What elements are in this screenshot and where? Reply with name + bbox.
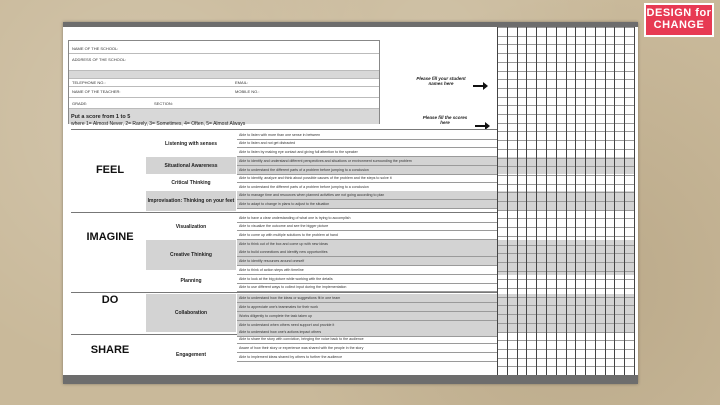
statement-row: Works diligently to complete the task taken up bbox=[237, 312, 497, 321]
sub-creative-thinking: Creative Thinking bbox=[146, 240, 236, 270]
statement-row: Able to build connections and identify new opportunities bbox=[237, 248, 497, 257]
score-cell-column[interactable] bbox=[605, 27, 606, 375]
statement-row: Aware of how their story or experience was shared with the people in the story bbox=[237, 344, 497, 353]
statement-row: Able to listen by making eye contact and giving full attention to the speaker bbox=[237, 148, 497, 157]
statement-row: Able to come up with multiple solutions to the problem at hand bbox=[237, 231, 497, 240]
school-name-label: NAME OF THE SCHOOL: bbox=[72, 46, 119, 51]
bottom-bar bbox=[63, 375, 638, 384]
statement-row: Able to visualize the outcome and see the bigger picture bbox=[237, 222, 497, 231]
instructions-scale: where 1= Almost Never, 2= Rarely, 3= Sometimes, 4= Often, 5= Almost Always bbox=[71, 121, 246, 127]
statement-row: Able to think of action steps with timeline bbox=[237, 266, 497, 275]
statement-row: Able to manage time and resources when planned activities are not going according to plan bbox=[237, 191, 497, 200]
statement-row: Able to understand when others need support and provide it bbox=[237, 321, 497, 330]
statement-row: Able to look at the big picture while working with the details bbox=[237, 275, 497, 284]
statement-row: Able to appreciate one's teammates for their work bbox=[237, 303, 497, 312]
statement-row: Able to implement ideas shared by others to further the audience bbox=[237, 353, 497, 362]
score-cell-column[interactable] bbox=[624, 27, 625, 375]
score-cell-column[interactable] bbox=[634, 27, 635, 375]
sub-situational-awareness: Situational Awareness bbox=[146, 157, 236, 174]
statement-row: Able to understand how the ideas or suggestions fit in one team bbox=[237, 294, 497, 303]
arrow-icon bbox=[473, 85, 485, 87]
score-cell-column[interactable] bbox=[517, 27, 518, 375]
mobile-label: MOBILE NO.: bbox=[235, 89, 260, 94]
statement-row: Able to share the story with conviction, bringing the voice back to the audience bbox=[237, 335, 497, 344]
student-names-note: Please fill your student names here bbox=[416, 76, 466, 86]
score-cell-column[interactable] bbox=[546, 27, 547, 375]
score-cell-column[interactable] bbox=[507, 27, 508, 375]
section-label: SECTION: bbox=[154, 101, 173, 106]
statement-row: Able to identify and understand different perspectives and situations or environment surrounding the problem bbox=[237, 157, 497, 166]
score-cell-column[interactable] bbox=[595, 27, 596, 375]
school-address-label: ADDRESS OF THE SCHOOL: bbox=[72, 57, 127, 62]
category-imagine: IMAGINE bbox=[86, 231, 134, 243]
statement-row: Able to think out of the box and come up with new ideas bbox=[237, 240, 497, 249]
teacher-name-label: NAME OF THE TEACHER: bbox=[72, 89, 121, 94]
category-share: SHARE bbox=[90, 344, 130, 356]
statement-row: Able to identify, analyze and think about possible causes of the problem and the steps to solve it bbox=[237, 174, 497, 183]
statement-row: Able to adapt to change in plans to adjust to the situation bbox=[237, 200, 497, 209]
statement-row: Able to understand how one's actions impact others bbox=[237, 328, 497, 337]
score-cell-column[interactable] bbox=[614, 27, 615, 375]
score-cell-column[interactable] bbox=[575, 27, 576, 375]
score-cell-column[interactable] bbox=[566, 27, 567, 375]
instructions-title: Put a score from 1 to 5 bbox=[71, 114, 131, 120]
score-cell-column[interactable] bbox=[526, 27, 527, 375]
scores-note: Please fill the scores here bbox=[422, 115, 468, 125]
sub-planning: Planning bbox=[180, 278, 202, 284]
sub-listening: Listening with senses bbox=[165, 141, 217, 147]
statement-row: Able to have a clear understanding of what one is trying to accomplish bbox=[237, 214, 497, 223]
statement-row: Able to identify resources around oneself bbox=[237, 257, 497, 266]
statement-row: Able to listen and not get distracted bbox=[237, 139, 497, 148]
assessment-sheet bbox=[63, 22, 638, 384]
email-label: EMAIL: bbox=[235, 80, 249, 85]
design-for-change-logo: DESIGN for CHANGE bbox=[644, 3, 714, 37]
school-info-box bbox=[68, 40, 380, 124]
sub-improvisation: Improvisation: Thinking on your feet bbox=[146, 191, 236, 211]
grade-label: GRADE: bbox=[72, 101, 88, 106]
sub-visualization: Visualization bbox=[175, 224, 207, 230]
statement-row: Able to understand the different parts of a problem before jumping to a conclusion bbox=[237, 166, 497, 175]
statement-row: Able to understand the different parts of a problem before jumping to a conclusion bbox=[237, 183, 497, 192]
sub-collaboration: Collaboration bbox=[146, 294, 236, 332]
category-do: DO bbox=[101, 294, 119, 306]
score-cell-column[interactable] bbox=[536, 27, 537, 375]
arrow-icon bbox=[475, 125, 487, 127]
score-grid bbox=[497, 27, 634, 375]
score-cell-column[interactable] bbox=[556, 27, 557, 375]
sub-engagement: Engagement bbox=[175, 352, 206, 358]
score-cell-column[interactable] bbox=[497, 27, 498, 375]
score-cell-column[interactable] bbox=[585, 27, 586, 375]
statement-row: Able to listen with more than one sense in between bbox=[237, 131, 497, 140]
telephone-label: TELEPHONE NO.: bbox=[72, 80, 106, 85]
statement-row: Able to use different ways to collect input during the implementation bbox=[237, 283, 497, 292]
sub-critical-thinking: Critical Thinking bbox=[171, 179, 211, 186]
category-feel: FEEL bbox=[95, 164, 125, 176]
